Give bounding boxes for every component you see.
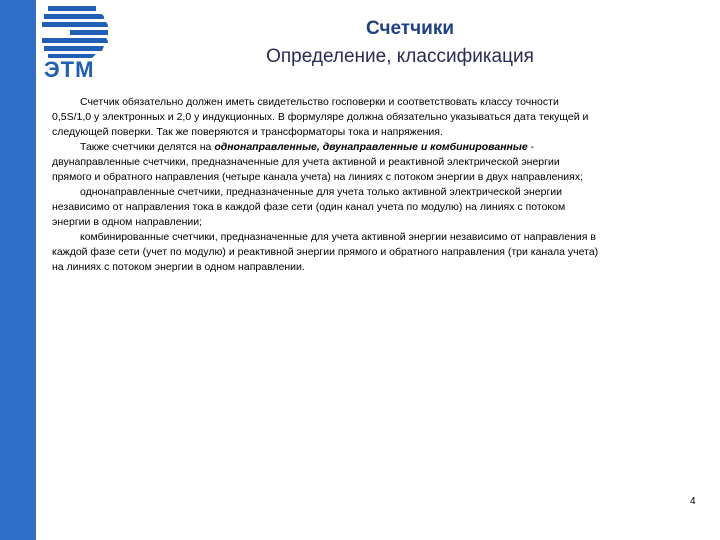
paragraph-types-emphasis: однонаправленные, двунаправленные и комбинированные bbox=[214, 141, 528, 153]
page-number: 4 bbox=[690, 496, 696, 507]
logo-stripes bbox=[42, 6, 108, 58]
paragraph-types-intro: Также счетчики делятся на bbox=[80, 141, 215, 153]
paragraph-types bbox=[52, 140, 600, 185]
page-title: Счетчики bbox=[365, 18, 455, 39]
paragraph-combined: комбинированные счетчики, предназначенные для учета активной энергии независимо от направления в каждой фазе сети (учет по модулю) и реактивной энергии прямого и обратного направления (три канала учета) на линиях с потоком энергии в одном направлении. bbox=[52, 231, 599, 273]
page-subtitle: Определение, классификация bbox=[266, 46, 534, 67]
left-sidebar-bar bbox=[0, 0, 36, 540]
paragraph-types-rest: - двунаправленные счетчики, предназначенные для учета активной и реактивной электрической энергии прямого и обратного направления (четыре канала учета) на линиях с потоком энергии в двух направлениях; bbox=[52, 141, 583, 183]
paragraph-unidirectional: однонаправленные счетчики, предназначенные для учета только активной электрической энергии независимо от направления тока в каждой фазе сети (один канал учета по модулю) на линиях с потоком энергии в одном направлении; bbox=[52, 186, 566, 228]
paragraph-verification: Счетчик обязательно должен иметь свидетельство госповерки и соответствовать классу точности 0,5S/1,0 у электронных и 2,0 у индукционных. В формуляре должна обязательно указываться дата текущей и следующей поверки. Так же поверяются и трансформаторы тока и напряжения. bbox=[52, 96, 589, 138]
logo-text: ЭТМ bbox=[44, 57, 95, 82]
document-body bbox=[52, 95, 600, 275]
